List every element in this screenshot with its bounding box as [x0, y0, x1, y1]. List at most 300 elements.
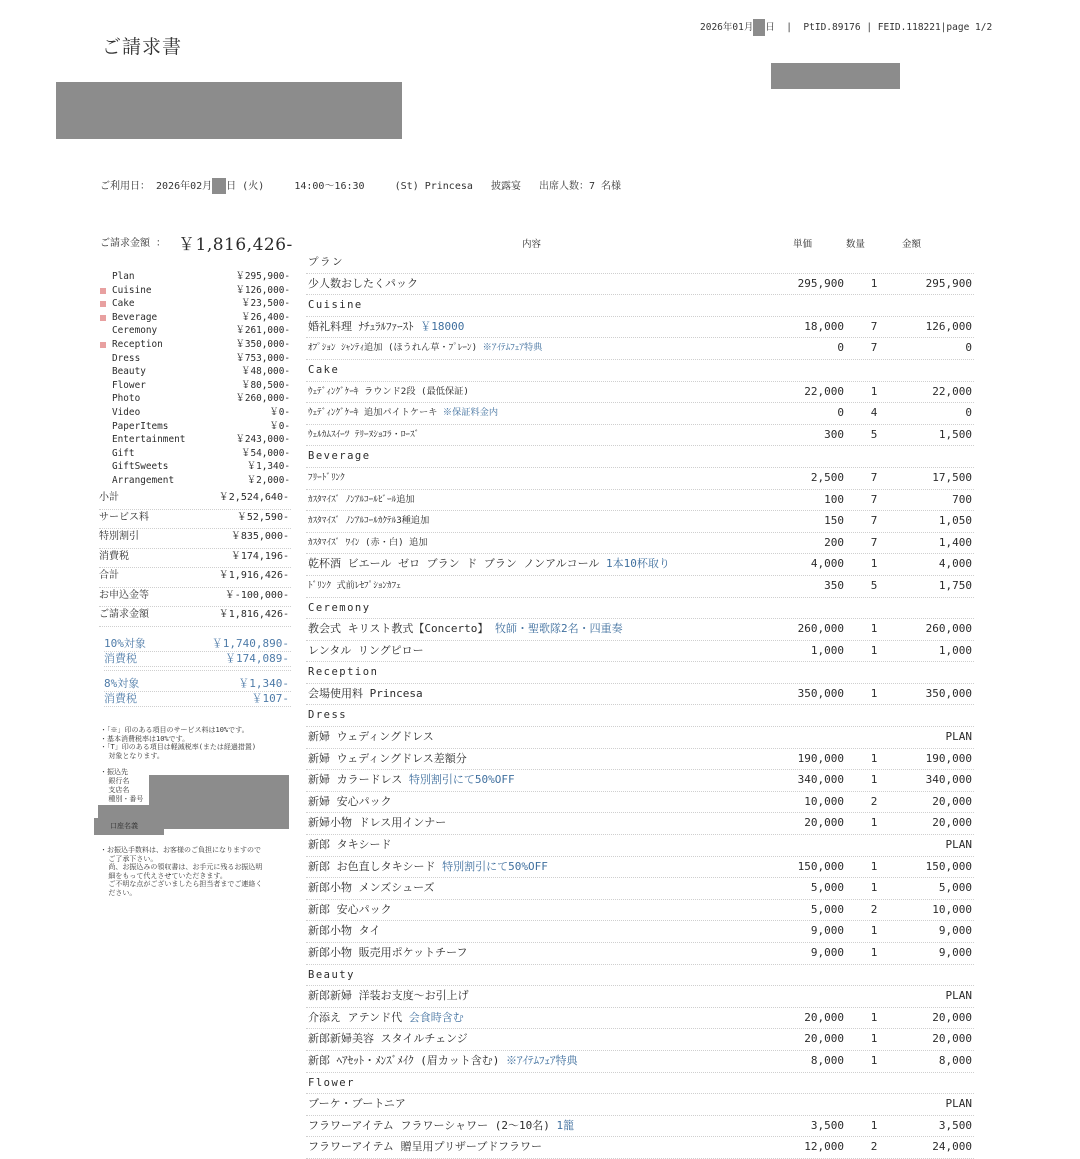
redaction-block: [753, 19, 765, 36]
amount: 20,000: [932, 1032, 972, 1046]
category-value: ￥295,900-: [235, 271, 290, 282]
table-row: [306, 813, 974, 835]
summary-totals: [99, 490, 291, 627]
section-label: Ceremony: [308, 601, 371, 614]
quantity: 7: [870, 492, 878, 506]
tax-label: 消費税: [104, 652, 137, 665]
table-row: [306, 338, 974, 360]
usage-info: [100, 177, 621, 194]
unit-price: 9,000: [810, 924, 844, 938]
amount: PLAN: [945, 1097, 972, 1111]
category-row: [100, 460, 292, 474]
amount: 22,000: [932, 384, 972, 398]
service-mark-icon: [100, 288, 106, 294]
item-name: レンタル リングピロー: [308, 643, 424, 657]
table-row: [306, 1051, 974, 1073]
table-row: [306, 986, 974, 1008]
category-row: [100, 270, 292, 284]
unit-price: 0: [837, 406, 844, 420]
category-value: ￥26,400-: [241, 311, 290, 323]
note-line: ご了承下さい。: [100, 854, 158, 863]
table-row: [306, 1137, 974, 1159]
note-line: 種別・番号: [100, 795, 144, 803]
item-description: [308, 878, 435, 898]
amount: 260,000: [925, 622, 972, 636]
unit-price: 350,000: [797, 686, 844, 700]
table-row: [306, 1094, 974, 1116]
section-header: [306, 662, 974, 684]
section-header: [306, 446, 974, 468]
table-row: [306, 425, 974, 447]
amount: 17,500: [932, 470, 972, 484]
service-mark-icon: [100, 315, 106, 321]
tax-label: 10%対象: [104, 637, 146, 650]
summary-row: [99, 510, 291, 530]
unit-price: 260,000: [797, 622, 844, 636]
category-row: [100, 379, 292, 393]
unit-price: 190,000: [797, 751, 844, 765]
summary-value: ￥835,000-: [230, 531, 289, 542]
section-header: [306, 295, 974, 317]
summary-value: ￥1,816,426-: [218, 609, 289, 620]
quantity: 1: [870, 751, 878, 765]
item-note: 1本10杯取り: [599, 557, 670, 571]
table-row: [306, 533, 974, 555]
tax-row: [104, 692, 291, 707]
divider: [104, 670, 291, 677]
amount: 150,000: [925, 859, 972, 873]
item-description: [308, 727, 434, 747]
item-description: [308, 382, 469, 402]
summary-label: 特別割引: [99, 531, 139, 542]
category-value: ￥80,500-: [241, 379, 290, 391]
note-line: ご不明な点がございましたら担当者までご連絡く: [100, 880, 263, 888]
quantity: 1: [870, 686, 878, 700]
item-note: ※保証料金内: [437, 407, 499, 419]
category-value: ￥350,000-: [235, 338, 290, 350]
section-label: Cake: [308, 363, 340, 376]
summary-row: [99, 549, 291, 569]
amount: 20,000: [932, 794, 972, 808]
item-name: 新婦 カラードレス: [308, 773, 403, 787]
summary-label: お申込金等: [99, 589, 149, 601]
amount: PLAN: [945, 838, 972, 852]
item-note: 特別割引にて50%OFF: [435, 859, 548, 873]
item-name: 新郎小物 メンズシューズ: [308, 881, 435, 895]
item-name: ｵﾌﾟｼｮﾝ ｼｬﾝﾃｨ追加 (ほうれん草・ﾌﾟﾚｰﾝ): [308, 342, 478, 354]
item-name: 新婦小物 ドレス用インナー: [308, 816, 447, 830]
unit-price: 18,000: [804, 319, 844, 333]
total-label: ご請求金額 ：: [100, 238, 167, 249]
category-row: [100, 311, 292, 325]
category-label: Flower: [112, 379, 146, 391]
tax-value: ￥107-: [251, 692, 289, 705]
summary-label: サービス料: [99, 511, 149, 523]
item-name: 婚礼料理 ﾅﾁｭﾗﾙﾌｧｰｽﾄ: [308, 319, 414, 333]
item-name: 新婦 ウェディングドレス差額分: [308, 751, 467, 765]
bank-info: [100, 768, 143, 804]
quantity: 1: [870, 1053, 878, 1067]
quantity: 2: [870, 794, 878, 808]
summary-value: ￥-100,000-: [224, 589, 289, 601]
item-description: [308, 533, 428, 553]
item-description: [308, 749, 467, 769]
category-row: [100, 352, 292, 366]
item-description: [308, 641, 424, 661]
quantity: 1: [870, 276, 878, 290]
table-row: [306, 403, 974, 425]
amount: 1,050: [938, 514, 972, 528]
item-name: 新郎新婦美容 スタイルチェンジ: [308, 1032, 468, 1046]
section-header: [306, 965, 974, 987]
unit-price: 22,000: [804, 384, 844, 398]
amount: 8,000: [938, 1053, 972, 1067]
item-description: [308, 511, 429, 531]
summary-row: [99, 490, 291, 510]
quantity: 7: [870, 514, 878, 528]
redacted-bank-details: [149, 775, 289, 829]
item-note: 1籠: [549, 1118, 575, 1132]
tax-value: ￥1,340-: [238, 677, 289, 690]
table-row: [306, 1116, 974, 1138]
category-value: ￥1,340-: [246, 461, 290, 473]
item-description: [308, 792, 392, 812]
item-description: [308, 1008, 464, 1028]
item-name: 少人数おしたくパック: [308, 276, 418, 290]
amount: PLAN: [945, 989, 972, 1003]
item-name: 新郎小物 販売用ポケットチーフ: [308, 946, 468, 959]
table-row: [306, 490, 974, 512]
quantity: 1: [870, 946, 878, 959]
unit-price: 3,500: [810, 1118, 844, 1132]
item-note: ※ｱｲﾃﾑﾌｪｱ特典: [477, 342, 543, 354]
item-description: [308, 274, 418, 294]
amount: 20,000: [932, 1010, 972, 1024]
category-breakdown: [100, 270, 292, 488]
item-name: ｶｽﾀﾏｲｽﾞ ﾉﾝｱﾙｺｰﾙﾋﾞｰﾙ追加: [308, 493, 415, 505]
unit-price: 4,000: [810, 557, 844, 571]
tax-label: 消費税: [104, 692, 137, 705]
quantity: 1: [870, 773, 878, 787]
category-value: ￥260,000-: [235, 393, 290, 405]
section-header: [306, 360, 974, 382]
unit-price: 20,000: [804, 1010, 844, 1024]
summary-value: ￥1,916,426-: [218, 570, 289, 581]
unit-price: 20,000: [804, 1032, 844, 1046]
quantity: 5: [870, 427, 878, 441]
quantity: 1: [870, 859, 878, 873]
item-note: ※ｱｲﾃﾑﾌｪｱ特典: [499, 1053, 578, 1067]
section-label: Beverage: [308, 450, 371, 463]
summary-value: ￥52,590-: [236, 511, 289, 523]
item-name: ｳｪﾙｶﾑｽｲｰﾂ ﾃﾘｰﾇｼｮｺﾗ・ﾛｰｽﾞ: [308, 428, 420, 440]
note-line: ・基本消費税率は10%です。: [100, 734, 190, 743]
usage-date-prefix: ご利用日： 2026年02月: [100, 181, 213, 192]
column-header-qty: 数量: [846, 239, 866, 250]
quantity: 1: [870, 643, 878, 657]
category-row: [100, 433, 292, 447]
item-note: 牧師・聖歌隊2名・四重奏: [488, 622, 623, 636]
summary-label: 合計: [99, 570, 119, 581]
item-description: [308, 1051, 578, 1071]
document-ids: 日 | PtID.89176 | FEID.118221|page 1/2: [765, 22, 993, 33]
category-row: [100, 338, 292, 352]
item-description: [308, 425, 419, 445]
amount: 126,000: [925, 319, 972, 333]
item-name: 新郎 お色直しタキシード: [308, 859, 436, 873]
item-description: [308, 576, 401, 596]
amount: 1,000: [938, 643, 972, 657]
category-label: Beauty: [112, 366, 146, 378]
unit-price: 12,000: [804, 1140, 844, 1154]
quantity: 1: [870, 384, 878, 398]
item-name: ｳｪﾃﾞｨﾝｸﾞｹｰｷ ラウンド2段 (最低保証): [308, 385, 469, 397]
unit-price: 150,000: [797, 859, 844, 873]
note-line: ・「※」印のある項目のサービス料は10%です。: [100, 726, 249, 734]
category-row: [100, 324, 292, 338]
tax-label: 8%対象: [104, 677, 140, 690]
table-row: [306, 727, 974, 749]
item-description: [308, 1137, 542, 1157]
unit-price: 0: [837, 341, 844, 355]
item-description: [308, 684, 423, 704]
amount: 9,000: [938, 924, 972, 938]
item-name: 新郎小物 タイ: [308, 924, 381, 938]
note-line: 支店名: [100, 786, 130, 794]
quantity: 7: [870, 341, 878, 355]
unit-price: 340,000: [797, 773, 844, 787]
item-description: [308, 554, 670, 574]
payment-notes: [100, 846, 292, 897]
item-description: [308, 468, 345, 488]
table-row: [306, 274, 974, 296]
item-description: [308, 490, 415, 510]
table-row: [306, 684, 974, 706]
category-label: Beverage: [112, 311, 158, 323]
unit-price: 8,000: [810, 1053, 844, 1067]
category-row: [100, 284, 292, 298]
item-description: [308, 770, 515, 790]
table-row: [306, 749, 974, 771]
item-name: 教会式 キリスト教式【Concerto】: [308, 622, 489, 636]
issue-date-prefix: 2026年01月: [700, 22, 754, 33]
section-label: Cuisine: [308, 299, 363, 312]
item-name: 新郎新婦 洋装お支度〜お引上げ: [308, 989, 469, 1003]
item-name: フラワーアイテム 贈呈用プリザーブドフラワー: [308, 1140, 542, 1154]
item-name: ｶｽﾀﾏｲｽﾞ ﾉﾝｱﾙｺｰﾙｶｸﾃﾙ3種追加: [308, 515, 430, 527]
column-header-description: 内容: [522, 239, 542, 250]
item-description: [308, 900, 392, 920]
column-header-amount: 金額: [902, 239, 922, 250]
amount: 0: [965, 341, 972, 355]
amount: 1,500: [938, 427, 972, 441]
item-description: [308, 835, 392, 855]
note-line: 尚、お振込みの領収書は、お手元に残るお振込明: [100, 863, 263, 871]
category-row: [100, 420, 292, 434]
category-value: ￥261,000-: [235, 325, 290, 337]
section-label: Beauty: [308, 968, 355, 981]
category-label: Arrangement: [112, 474, 175, 486]
table-row: [306, 641, 974, 663]
unit-price: 350: [824, 578, 844, 592]
category-label: Ceremony: [112, 325, 158, 337]
note-line: ださい。: [100, 888, 137, 897]
section-label: Dress: [308, 709, 348, 722]
table-row: [306, 619, 974, 641]
table-row: [306, 921, 974, 943]
item-description: [308, 619, 623, 639]
table-row: [306, 468, 974, 490]
amount: 700: [952, 492, 972, 506]
quantity: 1: [870, 881, 878, 895]
category-label: Plan: [112, 271, 135, 282]
table-row: [306, 900, 974, 922]
unit-price: 2,500: [810, 470, 844, 484]
quantity: 1: [870, 1118, 878, 1132]
amount: 1,400: [938, 535, 972, 549]
category-row: [100, 447, 292, 461]
summary-row: [99, 568, 291, 588]
service-mark-icon: [100, 301, 106, 307]
unit-price: 300: [824, 427, 844, 441]
unit-price: 5,000: [810, 902, 844, 916]
note-line: 細をもって代えさせていただきます。: [100, 871, 227, 880]
column-header-price: 単価: [793, 239, 813, 250]
item-name: ｳｪﾃﾞｨﾝｸﾞｹｰｷ 追加パイトケーキ: [308, 407, 438, 419]
table-row: [306, 835, 974, 857]
category-value: ￥54,000-: [241, 447, 290, 459]
category-label: Cuisine: [112, 284, 152, 296]
service-mark-icon: [100, 342, 106, 348]
table-row: [306, 878, 974, 900]
section-label: Flower: [308, 1076, 355, 1089]
table-row: [306, 1029, 974, 1051]
quantity: 7: [870, 535, 878, 549]
item-name: 新婦 ウェディングドレス: [308, 730, 434, 744]
category-label: Cake: [112, 298, 135, 310]
item-name: フラワーアイテム フラワーシャワー (2〜10名): [308, 1118, 550, 1132]
item-name: 新郎 タキシード: [308, 838, 392, 852]
amount: 350,000: [925, 686, 972, 700]
category-label: PaperItems: [112, 420, 169, 432]
amount: 340,000: [925, 773, 972, 787]
item-name: 会場使用料 Princesa: [308, 686, 423, 700]
summary-row: [99, 529, 291, 549]
item-note: 特別割引にて50%OFF: [402, 773, 515, 787]
amount: 190,000: [925, 751, 972, 765]
table-row: [306, 770, 974, 792]
item-description: [308, 403, 498, 423]
item-description: [308, 338, 542, 358]
quantity: 7: [870, 470, 878, 484]
table-row: [306, 317, 974, 339]
amount: 3,500: [938, 1118, 972, 1132]
account-name-label: 口座名義: [110, 822, 138, 830]
table-row: [306, 554, 974, 576]
item-name: ｶｽﾀﾏｲｽﾞ ﾜｲﾝ (赤・白) 追加: [308, 536, 428, 548]
item-description: [308, 317, 464, 337]
table-row: [306, 943, 974, 965]
category-row: [100, 297, 292, 311]
section-header: [306, 705, 974, 727]
quantity: 1: [870, 622, 878, 636]
item-name: ﾄﾞﾘﾝｸ 式前ﾚｾﾌﾟｼｮﾝｶﾌｪ: [308, 579, 401, 591]
amount: 295,900: [925, 276, 972, 290]
tax-value: ￥174,089-: [225, 652, 289, 665]
note-line: 対象となります。: [100, 751, 164, 760]
unit-price: 200: [824, 535, 844, 549]
table-row: [306, 857, 974, 879]
category-row: [100, 474, 292, 488]
item-name: 新婦 安心パック: [308, 794, 392, 808]
usage-details: 日 (火) 14:00〜16:30 (St) Princesa 披露宴 出席人数：7 名様: [226, 181, 622, 192]
category-value: ￥243,000-: [235, 434, 290, 446]
summary-label: 消費税: [99, 550, 129, 562]
quantity: 2: [870, 902, 878, 916]
unit-price: 295,900: [797, 276, 844, 290]
unit-price: 100: [824, 492, 844, 506]
section-header: [306, 598, 974, 620]
table-row: [306, 792, 974, 814]
redaction-block: [212, 178, 226, 194]
quantity: 1: [870, 1010, 878, 1024]
item-description: [308, 921, 380, 941]
item-description: [308, 813, 446, 833]
category-value: ￥23,500-: [241, 298, 290, 310]
tax-breakdown: [104, 637, 291, 707]
summary-row: [99, 607, 291, 627]
item-note: ￥18000: [413, 319, 465, 333]
section-header: [306, 252, 974, 274]
category-label: GiftSweets: [112, 461, 169, 473]
note-line: ・お振込手数料は、お客様のご負担になりますので: [100, 846, 261, 854]
unit-price: 9,000: [810, 946, 844, 959]
table-row: [306, 1008, 974, 1030]
category-label: Photo: [112, 393, 141, 405]
amount: 1,750: [938, 578, 972, 592]
tax-row: [104, 637, 291, 652]
section-label: Reception: [308, 666, 379, 679]
category-label: Gift: [112, 447, 135, 459]
amount: 10,000: [932, 902, 972, 916]
item-description: [308, 1029, 468, 1049]
item-description: [308, 1116, 574, 1136]
amount: 20,000: [932, 816, 972, 830]
amount: 9,000: [938, 946, 972, 959]
service-notes: [100, 726, 292, 760]
table-row: [306, 511, 974, 533]
summary-row: [99, 588, 291, 608]
quantity: 1: [870, 924, 878, 938]
category-value: ￥2,000-: [246, 474, 290, 486]
category-value: ￥48,000-: [241, 366, 290, 378]
category-row: [100, 392, 292, 406]
quantity: 1: [870, 1032, 878, 1046]
item-name: ブーケ・ブートニア: [308, 1097, 406, 1111]
category-row: [100, 365, 292, 379]
item-description: [308, 943, 468, 963]
item-name: 介添え アテンド代: [308, 1010, 403, 1024]
table-row: [306, 576, 974, 598]
category-row: [100, 406, 292, 420]
summary-value: ￥2,524,640-: [218, 492, 289, 503]
unit-price: 1,000: [810, 643, 844, 657]
item-note: 会食時含む: [402, 1010, 464, 1024]
category-label: Dress: [112, 352, 141, 364]
category-label: Reception: [112, 338, 163, 350]
item-name: 乾杯酒 ビエール ゼロ ブラン ド ブラン ノンアルコール: [308, 557, 600, 571]
item-name: ﾌﾘｰﾄﾞﾘﾝｸ: [308, 471, 345, 483]
